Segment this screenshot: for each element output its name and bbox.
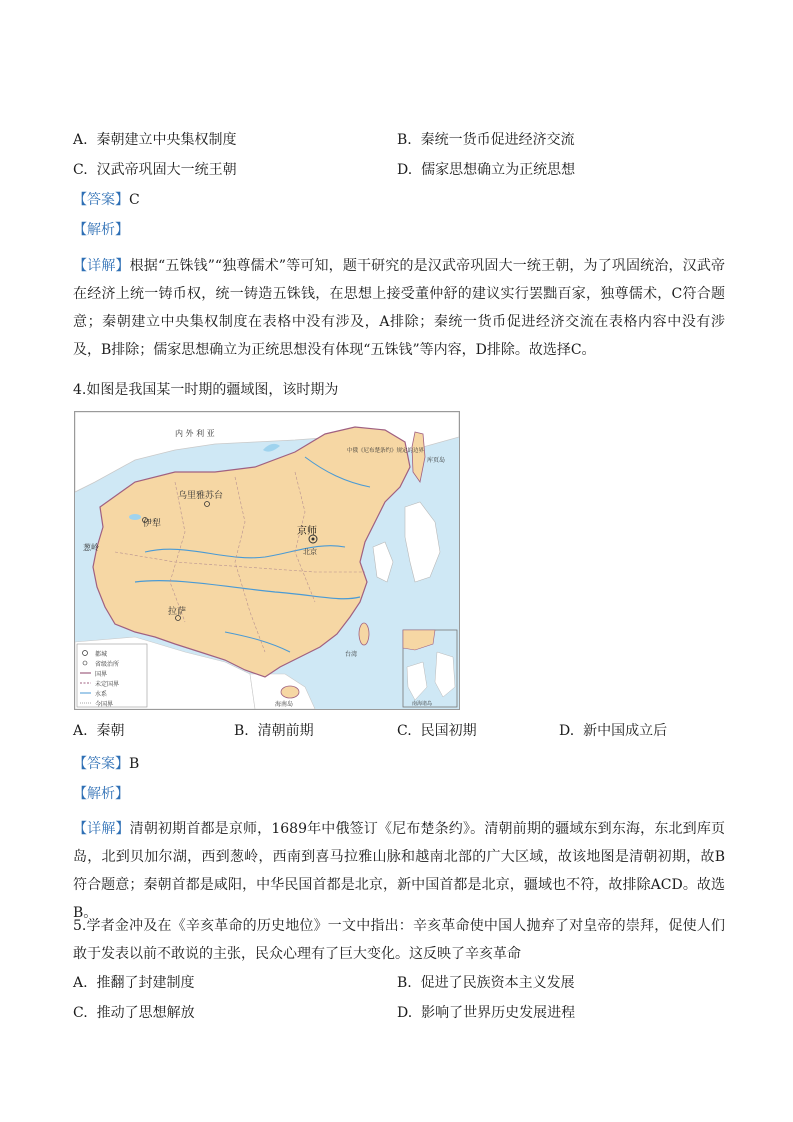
map-svg (75, 412, 459, 709)
q5-option-d[interactable]: D. 影响了世界历史发展进程 (397, 1005, 576, 1021)
label-kuye: 库页岛 (427, 457, 446, 464)
label-jingshi: 京师 (297, 526, 317, 537)
q4-detail: 【详解】清朝初期首都是京师，1689年中俄签订《尼布楚条约》。清朝前期的疆域东到东海，东北到库页岛，北到贝加尔湖，西到葱岭，西南到喜马拉雅山脉和越南北部的广大区域，故该地图是清朝初期，故B符合题意；秦朝首都是咸阳，中华民国首都是北京，新中国首都是北京，疆域也不符，故排除ACD。故选B。 (73, 821, 725, 921)
q4-analysis-heading: 【解析】 (73, 786, 129, 802)
label-beijing: 北京 (303, 548, 317, 556)
label-uliyasutai: 乌里雅苏台 (178, 491, 224, 501)
answer-value: C (129, 192, 140, 208)
label-lhasa: 拉萨 (168, 607, 187, 617)
label-congling: 葱岭 (83, 543, 99, 552)
q5-option-a[interactable]: A. 推翻了封建制度 (73, 975, 195, 991)
svg-text:水系: 水系 (95, 691, 108, 698)
territory-map (74, 411, 460, 710)
svg-text:南海诸岛: 南海诸岛 (412, 701, 433, 707)
svg-text:省级治所: 省级治所 (95, 661, 120, 668)
label-hainan: 海南岛 (275, 701, 294, 708)
label-inner-mongolia: 内 外 利 亚 (175, 429, 215, 438)
q3-option-d[interactable]: D. 儒家思想确立为正统思想 (397, 162, 576, 178)
map-legend (77, 644, 147, 708)
q4-option-b[interactable]: B. 清朝前期 (234, 723, 314, 739)
svg-text:国界: 国界 (95, 671, 108, 678)
south-sea-inset (403, 630, 457, 707)
svg-text:未定国界: 未定国界 (95, 681, 120, 688)
q3-analysis-heading: 【解析】 (73, 222, 129, 238)
q4-answer: 【答案】B (73, 756, 140, 772)
q5-question: 5.学者金冲及在《辛亥革命的历史地位》一文中指出：辛亥革命使中国人抛弃了对皇帝的崇拜，促使人们敢于发表以前不敢说的主张，民众心理有了巨大变化。这反映了辛亥革命 (73, 918, 725, 962)
label-taiwan: 台湾 (345, 651, 358, 658)
svg-text:今国界: 今国界 (95, 701, 114, 708)
q4-question: 4.如图是我国某一时期的疆域图，该时期为 (73, 382, 339, 398)
q4-option-d[interactable]: D. 新中国成立后 (559, 723, 668, 739)
q4-option-c[interactable]: C. 民国初期 (397, 723, 477, 739)
label-yili: 伊犁 (143, 519, 162, 529)
svg-text:都城: 都城 (95, 651, 108, 658)
q3-option-b[interactable]: B. 秦统一货币促进经济交流 (397, 132, 575, 148)
q3-option-a[interactable]: A. 秦朝建立中央集权制度 (73, 132, 237, 148)
q5-option-c[interactable]: C. 推动了思想解放 (73, 1005, 195, 1021)
q3-detail: 【详解】根据“五铢钱”“独尊儒术”等可知，题干研究的是汉武帝巩固大一统王朝，为了巩固统治，汉武帝在经济上统一铸币权，统一铸造五铢钱，在思想上接受董仲舒的建议实行罢黜百家，独尊儒术，C符合题意；秦朝建立中央集权制度在表格中没有涉及，A排除；秦统一货币促进经济交流在表格内容中没有涉及，B排除；儒家思想确立为正统思想没有体现“五铢钱”等内容，D排除。故选择C。 (73, 258, 725, 358)
answer-tag: 【答案】 (73, 192, 129, 208)
q5-option-b[interactable]: B. 促进了民族资本主义发展 (397, 975, 575, 991)
q3-answer (73, 190, 140, 210)
label-treaty: 中俄《尼布楚条约》规定的边界 (347, 448, 425, 454)
q3-option-c[interactable]: C. 汉武帝巩固大一统王朝 (73, 162, 237, 178)
q4-option-a[interactable]: A. 秦朝 (73, 723, 125, 739)
